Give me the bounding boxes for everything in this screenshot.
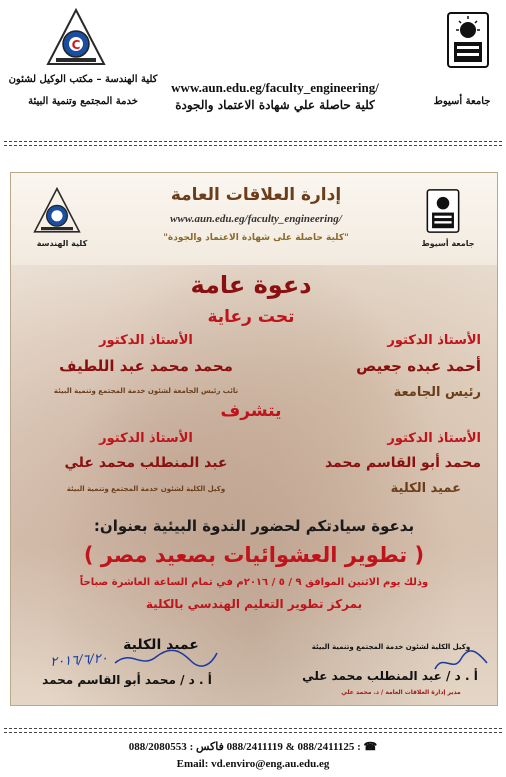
poster-topic: ( تطوير العشوائيات بصعيد مصر ) <box>83 543 425 567</box>
header-url[interactable]: www.aun.edu.eg/faculty_engineering/ <box>171 80 379 95</box>
poster-dept: إدارة العلاقات العامة <box>170 185 342 205</box>
p3-name: محمد أبو القاسم محمد <box>324 455 481 471</box>
poster-datetime: وذلك يوم الاثنين الموافق ٩ / ٥ / ٢٠١٦م في تمام الساعة العاشرة صباحاً <box>79 577 429 588</box>
poster-university: جامعة أسيوط <box>421 239 475 248</box>
faculty-logo <box>44 8 108 68</box>
footer-phones: ☎ : 088/2411125 & 088/2411119 فاكس : 088/2080553 <box>128 741 378 753</box>
header-left-title: كلية الهندسة – مكتب الوكيل لشئون <box>8 74 158 85</box>
top-divider <box>4 141 502 142</box>
p4-name: عبد المنطلب محمد علي <box>64 455 228 471</box>
p2-role: نائب رئيس الجامعة لشئون خدمة المجتمع وتنمية البيئة <box>53 387 239 395</box>
poster-title: دعوة عامة <box>190 271 312 299</box>
assiut-university-logo-icon <box>445 10 491 70</box>
p3-role: عميد الكلية <box>390 481 461 496</box>
p1-role: رئيس الجامعة <box>393 385 481 400</box>
poster-invite: بدعوة سيادتكم لحضور الندوة البيئية بعنوان: <box>93 517 415 535</box>
bottom-divider <box>4 728 502 729</box>
top-divider-2 <box>4 145 502 146</box>
header-university: جامعة أسيوط <box>433 96 491 107</box>
header-accreditation: كلية حاصلة علي شهادة الاعتماد والجودة <box>175 98 375 112</box>
sig-left-date: ٢٠١٦/٦/٢٠ <box>49 651 109 670</box>
signature-left <box>111 647 221 671</box>
p4-role: وكيل الكلية لشئون خدمة المجتمع وتنمية البيئة <box>66 485 226 493</box>
p2-title: الأستاذ الدكتور <box>99 333 193 348</box>
p1-name: أحمد عبده جعيص <box>356 357 481 375</box>
footer-email[interactable]: Email: vd.enviro@eng.au.edu.eg <box>176 758 330 770</box>
sig-left-name: أ . د / محمد أبو القاسم محمد <box>42 673 212 687</box>
sig-right-name: أ . د / عبد المنطلب محمد علي <box>302 669 478 683</box>
university-logo <box>445 10 491 70</box>
p1-title: الأستاذ الدكتور <box>387 333 481 348</box>
bottom-divider-2 <box>4 732 502 733</box>
poster-honor: يتشرف <box>220 401 282 421</box>
poster-url[interactable]: www.aun.edu.eg/faculty_engineering/ <box>170 213 342 225</box>
svg-text:C: C <box>71 38 81 52</box>
assiut-university-logo-icon <box>425 187 461 235</box>
poster-venue: بمركز تطوير التعليم الهندسي بالكلية <box>145 597 363 611</box>
sig-left-role: عميد الكلية <box>123 637 199 653</box>
poster-faculty-logo <box>31 187 83 239</box>
sig-right-role: وكيل الكلية لشئون خدمة المجتمع وتنمية البيئة <box>311 643 471 651</box>
p2-name: محمد محمد عبد اللطيف <box>59 357 233 375</box>
header-left-subtitle: خدمة المجتمع وتنمية البيئة <box>28 96 138 107</box>
poster-faculty: كلية الهندسة <box>36 239 88 248</box>
p3-title: الأستاذ الدكتور <box>387 431 481 446</box>
gear-compass-logo-icon <box>44 8 108 68</box>
gear-compass-logo-icon <box>31 187 83 235</box>
invitation-poster <box>10 172 498 706</box>
poster-accreditation: "كلية حاصلة على شهادة الاعتماد والجودة" <box>163 233 349 243</box>
poster-patronage: تحت رعاية <box>207 307 295 327</box>
poster-university-logo <box>425 187 461 239</box>
p4-title: الأستاذ الدكتور <box>99 431 193 446</box>
sig-right-note: مدير إدارة العلاقات العامة / د. محمد علي <box>341 689 461 696</box>
